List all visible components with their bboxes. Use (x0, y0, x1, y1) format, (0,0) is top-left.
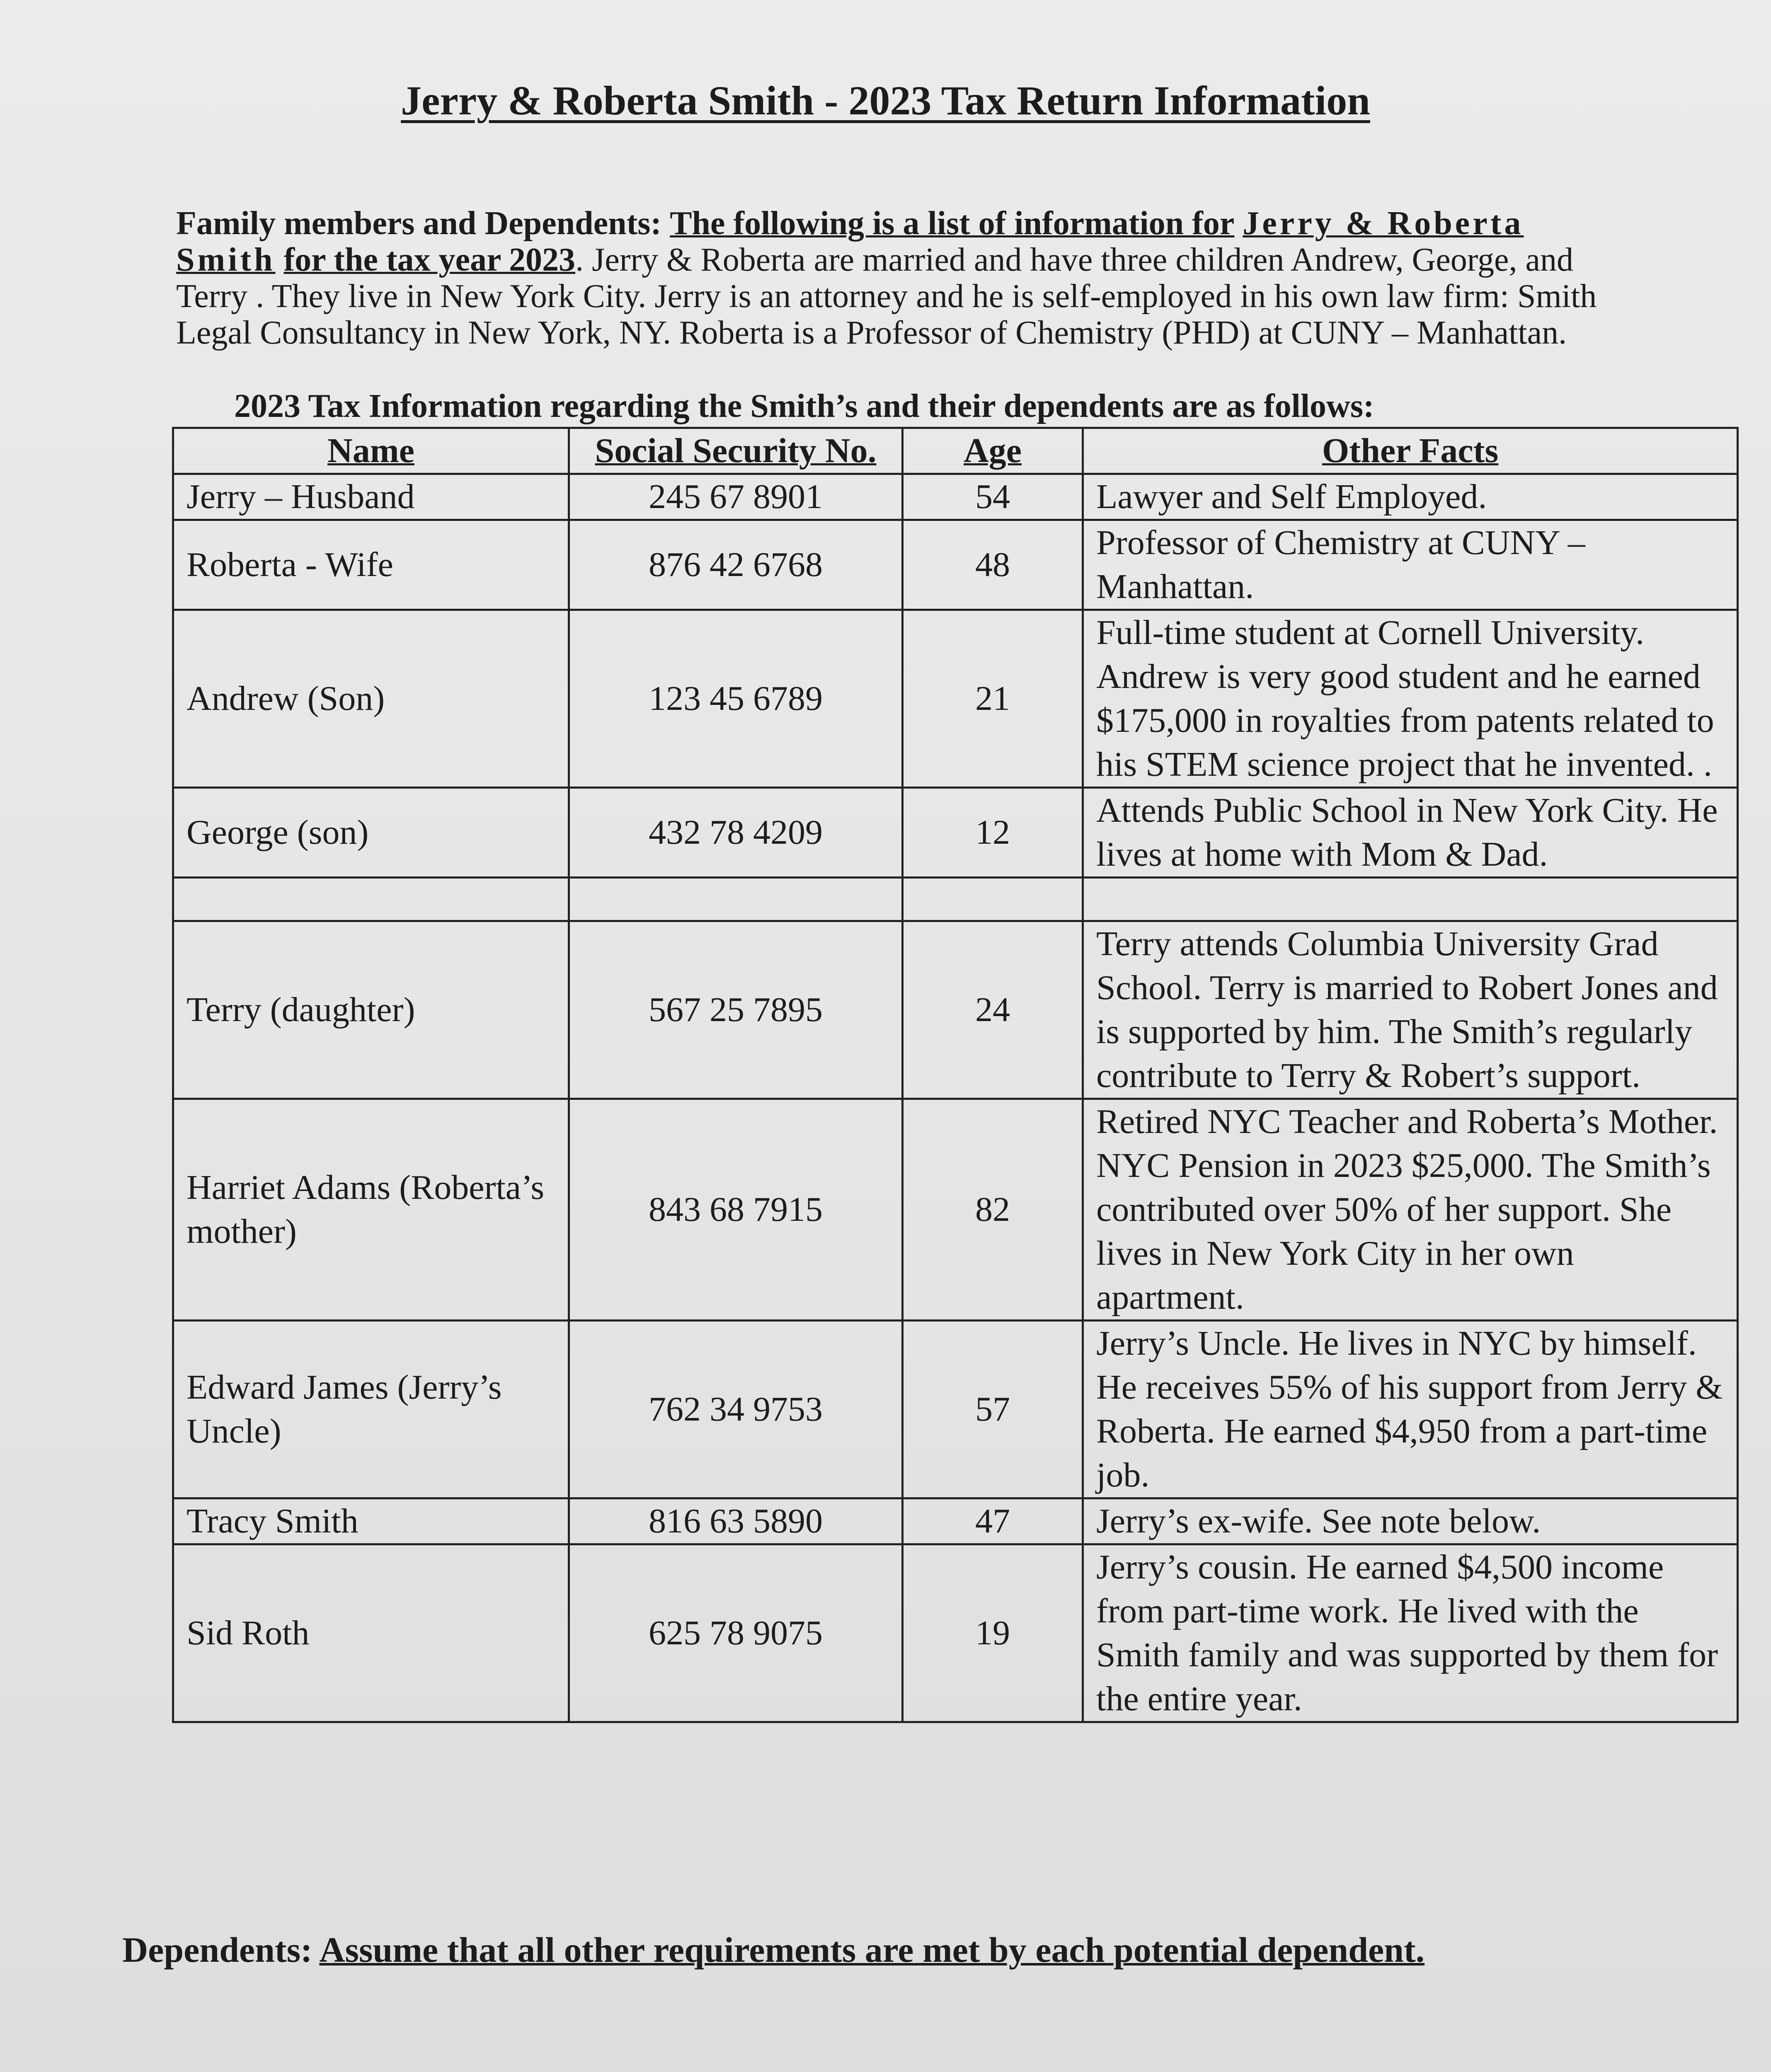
table-row (173, 1544, 1738, 1722)
cell-ssn: 567 25 7895 (569, 921, 903, 1099)
cell-name: Edward James (Jerry’s Uncle) (173, 1321, 569, 1498)
table-row (173, 610, 1738, 788)
document-title: Jerry & Roberta Smith - 2023 Tax Return Information (401, 77, 1370, 123)
cell-facts: Lawyer and Self Employed. (1083, 474, 1738, 520)
cell-empty (569, 878, 903, 921)
cell-empty (173, 878, 569, 921)
intro-paragraph (176, 205, 1618, 351)
table-heading: 2023 Tax Information regarding the Smith’s and their dependents are as follows: (234, 388, 1374, 424)
cell-ssn: 816 63 5890 (569, 1498, 903, 1544)
table-row (173, 520, 1738, 610)
cell-age: 12 (903, 788, 1083, 878)
cell-ssn: 876 42 6768 (569, 520, 903, 610)
cell-age: 21 (903, 610, 1083, 788)
dependents-note (122, 1929, 1425, 1970)
cell-age: 47 (903, 1498, 1083, 1544)
cell-name: Harriet Adams (Roberta’s mother) (173, 1099, 569, 1321)
table-row (173, 1099, 1738, 1321)
dependents-table (172, 427, 1739, 1723)
intro-underline-part2: for the tax year 2023 (283, 242, 576, 278)
table-row (173, 921, 1738, 1099)
table-row (173, 788, 1738, 878)
cell-facts: Full-time student at Cornell University. Andrew is very good student and he earned $175,000 in royalties from patents related to his STEM science project that he invented. . (1083, 610, 1738, 788)
cell-name: Jerry – Husband (173, 474, 569, 520)
cell-ssn: 762 34 9753 (569, 1321, 903, 1498)
cell-facts: Jerry’s cousin. He earned $4,500 income from part-time work. He lived with the Smith family and was supported by them for the entire year. (1083, 1544, 1738, 1722)
intro-underline-names: Jerry & Roberta Smith (176, 205, 1524, 278)
header-name: Name (173, 428, 569, 474)
cell-facts: Professor of Chemistry at CUNY – Manhattan. (1083, 520, 1738, 610)
cell-name: Terry (daughter) (173, 921, 569, 1099)
intro-underline-part1: The following is a list of information for (670, 205, 1235, 242)
cell-facts: Terry attends Columbia University Grad School. Terry is married to Robert Jones and is supported by him. The Smith’s regularly contribute to Terry & Robert’s support. (1083, 921, 1738, 1099)
cell-age: 54 (903, 474, 1083, 520)
cell-ssn: 625 78 9075 (569, 1544, 903, 1722)
cell-name: George (son) (173, 788, 569, 878)
cell-ssn: 123 45 6789 (569, 610, 903, 788)
header-ssn: Social Security No. (569, 428, 903, 474)
cell-age: 48 (903, 520, 1083, 610)
cell-facts: Jerry’s ex-wife. See note below. (1083, 1498, 1738, 1544)
intro-label: Family members and Dependents: (176, 205, 662, 242)
cell-age: 19 (903, 1544, 1083, 1722)
cell-name: Tracy Smith (173, 1498, 569, 1544)
cell-name: Roberta - Wife (173, 520, 569, 610)
header-age: Age (903, 428, 1083, 474)
header-other-facts: Other Facts (1083, 428, 1738, 474)
dependents-note-text: Assume that all other requirements are met by each potential dependent. (319, 1930, 1425, 1970)
table-row (173, 1498, 1738, 1544)
cell-name: Sid Roth (173, 1544, 569, 1722)
cell-facts: Attends Public School in New York City. He lives at home with Mom & Dad. (1083, 788, 1738, 878)
table-row (173, 474, 1738, 520)
cell-empty (1083, 878, 1738, 921)
dependents-note-label: Dependents: (122, 1930, 313, 1970)
cell-age: 57 (903, 1321, 1083, 1498)
table-row (173, 1321, 1738, 1498)
table-row-empty (173, 878, 1738, 921)
cell-facts: Jerry’s Uncle. He lives in NYC by himself. He receives 55% of his support from Jerry & Roberta. He earned $4,950 from a part-time job. (1083, 1321, 1738, 1498)
cell-ssn: 843 68 7915 (569, 1099, 903, 1321)
intro-body: Jerry & Roberta are married and have three children Andrew, George, and Terry . They live in New York City. Jerry is an attorney and he is self-employed in his own law firm: Smith Legal Consultancy in New York, NY. Roberta is a Professor of Chemistry (PHD) at CUNY – Manhattan. (176, 242, 1597, 351)
cell-ssn: 245 67 8901 (569, 474, 903, 520)
cell-facts: Retired NYC Teacher and Roberta’s Mother. NYC Pension in 2023 $25,000. The Smith’s contributed over 50% of her support. She lives in New York City in her own apartment. (1083, 1099, 1738, 1321)
cell-ssn: 432 78 4209 (569, 788, 903, 878)
cell-name: Andrew (Son) (173, 610, 569, 788)
cell-empty (903, 878, 1083, 921)
cell-age: 82 (903, 1099, 1083, 1321)
cell-age: 24 (903, 921, 1083, 1099)
intro-period: . (575, 242, 584, 278)
table-header-row (173, 428, 1738, 474)
